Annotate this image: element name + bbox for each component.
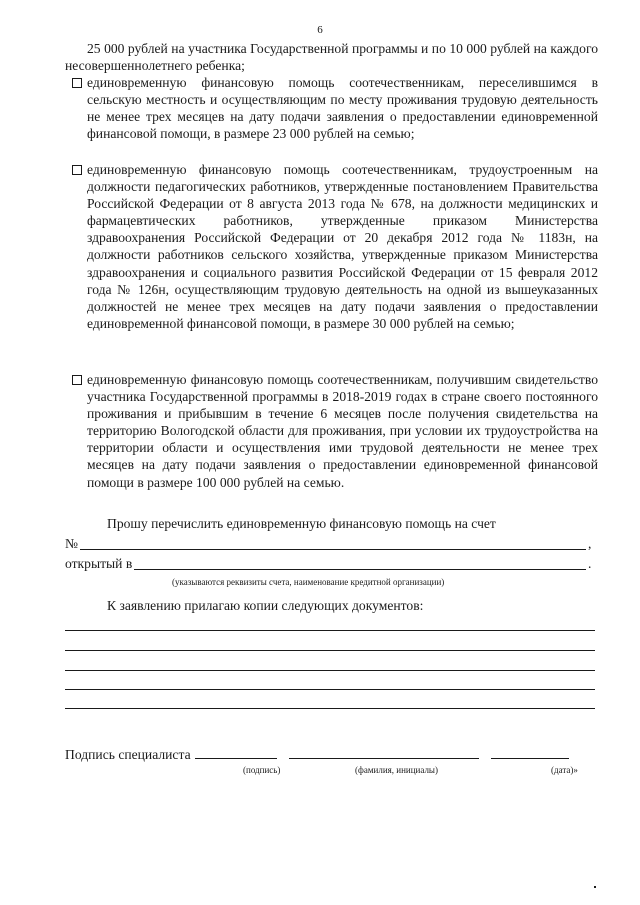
option-text: единовременную финансовую помощь соотечественникам, получившим свидетельство участника Государственной программы в 2018-2019 годах в стране своего постоянного проживания и прибывшим в течение 6 месяцев после получения свидетельства на территорию Вологодской области для проживания, при условии их трудоустройства на территории области и осуществления ими трудовой деятельности не менее трех месяцев на дату подачи заявления о предоставлении единовременной финансовой помощи в размере 100 000 рублей на семью. xyxy=(87,372,598,490)
attachments-heading: К заявлению прилагаю копии следующих документов: xyxy=(107,598,424,613)
attachment-line-3[interactable] xyxy=(65,670,595,671)
attachment-line-1[interactable] xyxy=(65,630,595,631)
continuation-text: 25 000 рублей на участника Государственной программы и по 10 000 рублей на каждого несовершеннолетнего ребенка; xyxy=(65,41,598,74)
attachment-line-2[interactable] xyxy=(65,650,595,651)
option-text: единовременную финансовую помощь соотечественникам, трудоустроенным на должности педагогических работников, утвержденные постановлением Правительства Российской Федерации от 8 августа 2013 года № 678, на должности медицинских и фармацевтических работников, утвержденные приказом Министерства здравоохранения Российской Федерации от 20 декабря 2012 года № 1183н, на должности работников сельского хозяйства, утвержденные приказом Министерства здравоохранения и социального развития Российской Федерации от 15 февраля 2012 года № 126н, осуществляющим трудовую деятельность на одной из вышеуказанных должностей не менее трех месяцев на дату подачи заявления о предоставлении единовременной финансовой помощи, в размере 30 000 рублей на семью; xyxy=(87,162,598,331)
signature-caption: (подпись) xyxy=(243,765,281,775)
option-rural-relocation[interactable] xyxy=(65,74,598,142)
account-number-row xyxy=(65,534,598,554)
checkbox[interactable] xyxy=(72,375,82,385)
request-text: Прошу перечислить единовременную финансовую помощь на счет xyxy=(107,516,496,531)
name-caption: (фамилия, инициалы) xyxy=(355,765,438,775)
signature-label: Подпись специалиста xyxy=(65,747,191,762)
bank-hint: (указываются реквизиты счета, наименование кредитной организации) xyxy=(172,577,445,587)
date-field[interactable] xyxy=(491,758,569,759)
account-number-end: , xyxy=(588,536,592,551)
scan-dot xyxy=(594,886,596,888)
signature-block xyxy=(65,743,598,777)
signature-field[interactable] xyxy=(195,758,277,759)
name-field[interactable] xyxy=(289,758,479,759)
bank-field[interactable] xyxy=(134,569,586,570)
date-caption: (дата)» xyxy=(551,765,578,775)
option-certificate-holders[interactable] xyxy=(65,371,598,491)
bank-end: . xyxy=(588,556,592,571)
checkbox[interactable] xyxy=(72,78,82,88)
account-number-label: № xyxy=(65,536,78,551)
option-text: единовременную финансовую помощь соотечественникам, переселившимся в сельскую местность и осуществляющим по месту проживания трудовую деятельность не менее трех месяцев на дату подачи заявления о предоставлении единовременной финансовой помощи, в размере 23 000 рублей на семью; xyxy=(87,75,598,142)
option-employment[interactable] xyxy=(65,161,598,332)
bank-row xyxy=(65,554,598,574)
account-number-field[interactable] xyxy=(80,549,586,550)
attachment-line-4[interactable] xyxy=(65,689,595,690)
bank-label: открытый в xyxy=(65,556,133,571)
attachment-line-5[interactable] xyxy=(65,708,595,709)
checkbox[interactable] xyxy=(72,165,82,175)
account-request xyxy=(65,514,598,592)
page-number: 6 xyxy=(317,24,323,36)
